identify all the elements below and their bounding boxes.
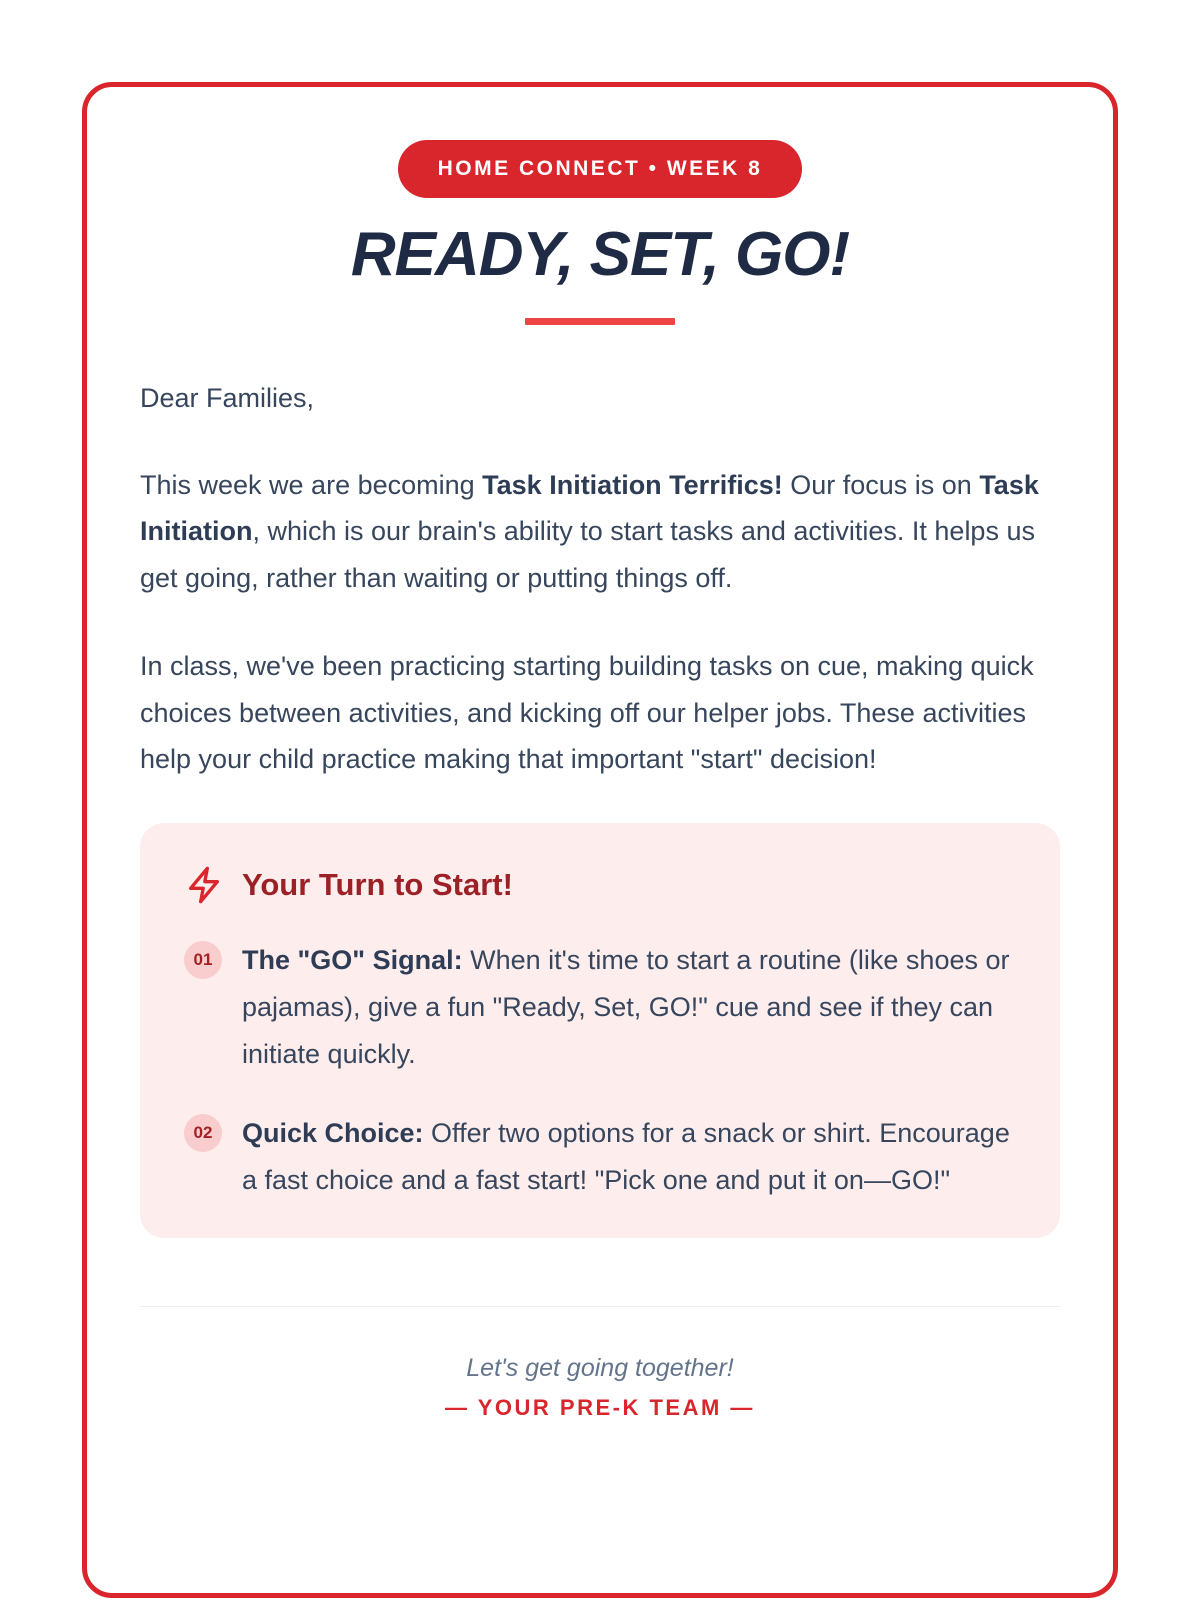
- intro-bold-terrifics: Task Initiation Terrifics!: [482, 469, 783, 500]
- intro-segment: Our focus is on: [782, 469, 980, 500]
- activity-box-header: [184, 865, 1016, 905]
- header-badge-label: HOME CONNECT • WEEK 8: [437, 157, 763, 180]
- item-number-badge: 02: [184, 1114, 222, 1152]
- footer-divider: [140, 1306, 1060, 1307]
- item-text: [242, 937, 1016, 1078]
- item-text: [242, 1110, 1016, 1204]
- list-item: [184, 1110, 1016, 1204]
- footer-tagline: Let's get going together!: [466, 1353, 734, 1382]
- item-body: Offer two options for a snack or shirt. Encourage a fast choice and a fast start! "Pick one and put it on—GO!": [242, 1117, 1010, 1195]
- activity-box: [140, 823, 1060, 1238]
- title-underline: [525, 318, 675, 325]
- item-bold-lead: Quick Choice:: [242, 1117, 424, 1148]
- intro-segment: , which is our brain's ability to start tasks and activities. It helps us get going, rather than waiting or putting things off.: [140, 516, 1035, 593]
- intro-paragraph: [140, 462, 1060, 602]
- header-badge: [398, 140, 803, 198]
- page-title: READY, SET, GO!: [350, 220, 850, 289]
- activity-box-heading: Your Turn to Start!: [242, 866, 513, 902]
- item-body: When it's time to start a routine (like shoes or pajamas), give a fun "Ready, Set, GO!" cue and see if they can initiate quickly.: [242, 944, 1010, 1069]
- list-item: [184, 937, 1016, 1078]
- item-number-badge: 01: [184, 941, 222, 979]
- footer-signature: — YOUR PRE-K TEAM —: [445, 1394, 755, 1420]
- item-bold-lead: The "GO" Signal:: [242, 944, 463, 975]
- class-practice-paragraph: In class, we've been practicing starting building tasks on cue, making quick choices between activities, and kicking off our helper jobs. These activities help your child practice making that important "start" decision!: [140, 651, 1034, 774]
- lightning-icon: [184, 865, 224, 905]
- intro-segment: This week we are becoming: [140, 469, 483, 500]
- newsletter-card: [82, 82, 1118, 1598]
- intro-bold-task-initiation: Task Initiation: [140, 469, 1039, 546]
- greeting-text: Dear Families,: [140, 383, 315, 413]
